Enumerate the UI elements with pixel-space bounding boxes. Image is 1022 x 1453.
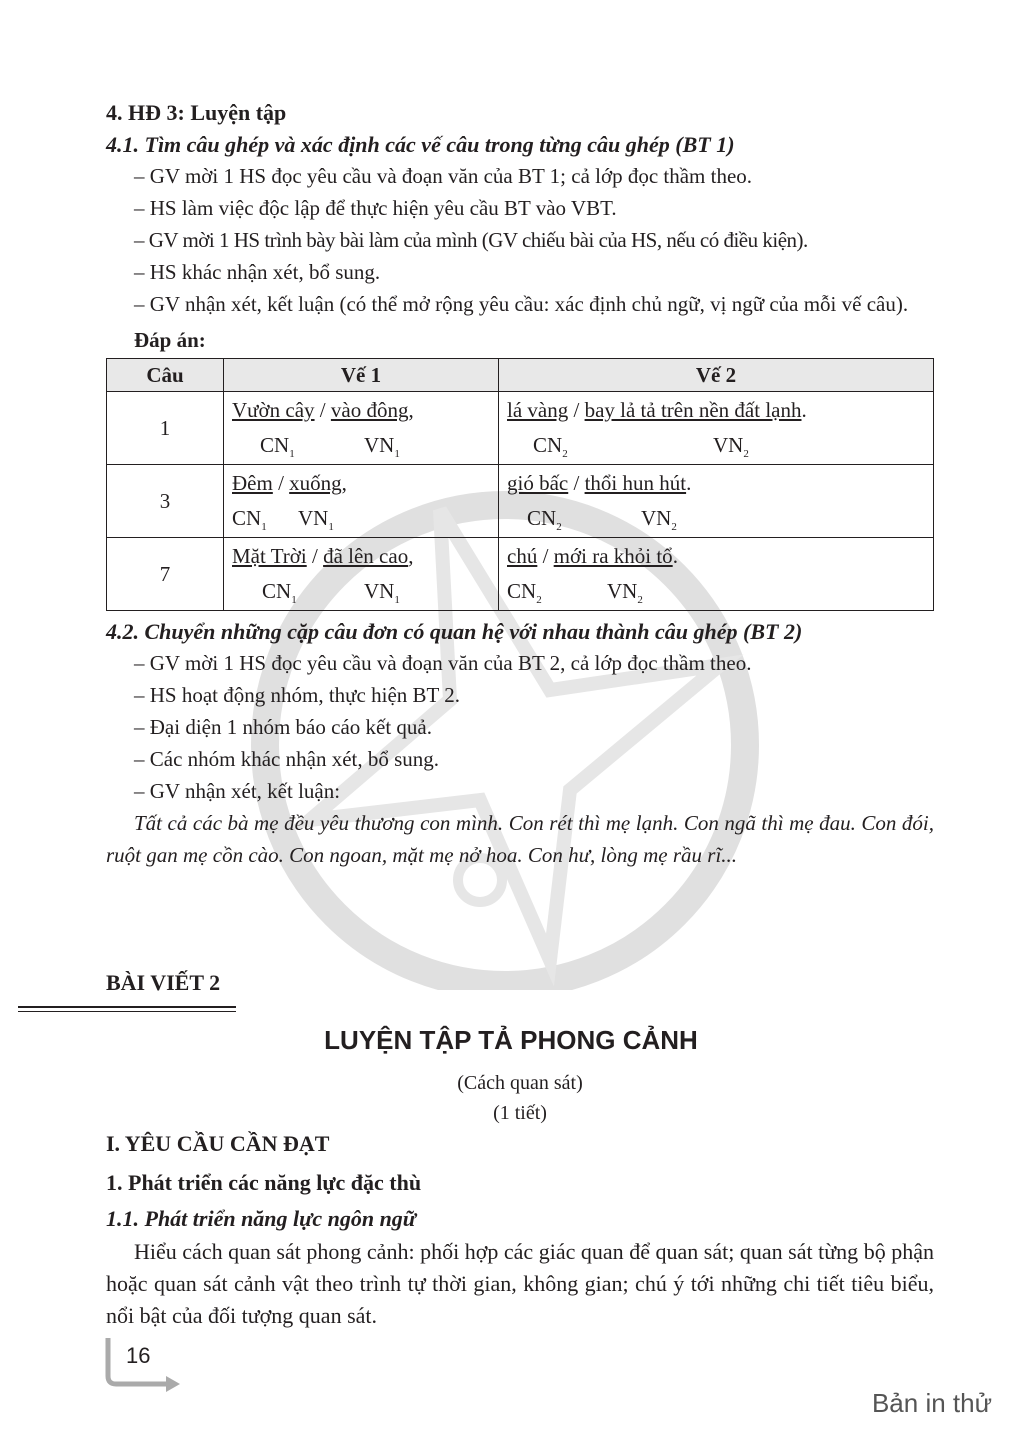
list-item: – GV nhận xét, kết luận: bbox=[134, 779, 341, 803]
lesson-title: LUYỆN TẬP TẢ PHONG CẢNH bbox=[324, 1025, 698, 1055]
sentence-number: 7 bbox=[107, 538, 224, 611]
table-header-row bbox=[107, 359, 934, 392]
list-item: – GV mời 1 HS đọc yêu cầu và đoạn văn của BT 2, cả lớp đọc thầm theo. bbox=[134, 651, 752, 675]
lesson-subtitle bbox=[0, 1068, 1022, 1128]
vn-tag: $VN_2$ bbox=[713, 433, 749, 460]
sentence-number: 1 bbox=[107, 392, 224, 465]
requirements-section bbox=[106, 1124, 934, 1332]
header-ve2: Vế 2 bbox=[499, 359, 934, 392]
punct: . bbox=[686, 471, 692, 495]
cn-tag: $CN_2$ bbox=[527, 506, 562, 533]
list-item: – HS khác nhận xét, bổ sung. bbox=[134, 260, 381, 284]
clause-2-cell bbox=[499, 538, 934, 611]
table-row bbox=[107, 392, 934, 465]
punct: , bbox=[408, 544, 414, 568]
punct: . bbox=[801, 398, 807, 422]
separator: / bbox=[537, 544, 554, 568]
answer-table bbox=[106, 358, 934, 611]
clause-2-cell bbox=[499, 465, 934, 538]
conclusion-text: Tất cả các bà mẹ đều yêu thương con mình. Con rét thì mẹ lạnh. Con ngã thì mẹ đau. Con đói, ruột gan mẹ cồn cào. Con ngoan, mặt mẹ nở hoa. Con hư, lòng mẹ rầu rĩ... bbox=[106, 811, 934, 867]
vn-tag: $VN_2$ bbox=[641, 506, 677, 533]
vn-tag: $VN_1$ bbox=[364, 433, 400, 460]
cn-tag: $CN_1$ bbox=[262, 579, 297, 606]
header-ve1: Vế 1 bbox=[224, 359, 499, 392]
subject: gió bấc bbox=[507, 471, 569, 495]
predicate: đã lên cao bbox=[323, 544, 409, 568]
separator: / bbox=[272, 471, 290, 495]
clause-1-cell bbox=[224, 465, 499, 538]
list-item: – Đại diện 1 nhóm báo cáo kết quả. bbox=[134, 715, 432, 739]
body-paragraph: Hiểu cách quan sát phong cảnh: phối hợp các giác quan để quan sát; quan sát từng bộ phận hoặc quan sát cảnh vật theo trình tự thời gian, không gian; chú ý tới những chi tiết tiêu biểu, nổi bật của đối tượng quan sát. bbox=[106, 1239, 934, 1328]
predicate: xuống bbox=[289, 471, 342, 495]
clause-1-cell bbox=[224, 392, 499, 465]
punct: , bbox=[408, 398, 414, 422]
list-item: – Các nhóm khác nhận xét, bổ sung. bbox=[134, 747, 440, 771]
cn-tag: $CN_1$ bbox=[232, 506, 267, 533]
answer-label: Đáp án: bbox=[134, 328, 206, 352]
list-item: – HS làm việc độc lập để thực hiện yêu cầu BT vào VBT. bbox=[134, 196, 617, 220]
list-item: – GV mời 1 HS đọc yêu cầu và đoạn văn của BT 1; cả lớp đọc thầm theo. bbox=[134, 164, 753, 188]
predicate: mới ra khỏi tổ bbox=[553, 544, 673, 568]
predicate: thổi hun hút bbox=[584, 471, 687, 495]
vn-tag: $VN_2$ bbox=[607, 579, 643, 606]
header-cau: Câu bbox=[107, 359, 224, 392]
clause-1-cell bbox=[224, 538, 499, 611]
separator: / bbox=[568, 398, 585, 422]
separator: / bbox=[314, 398, 331, 422]
vn-tag: $VN_1$ bbox=[364, 579, 400, 606]
cn-tag: $CN_2$ bbox=[507, 579, 542, 606]
predicate: vào đông bbox=[330, 398, 409, 422]
subtitle-method: (Cách quan sát) bbox=[457, 1072, 583, 1094]
divider bbox=[18, 1006, 236, 1008]
separator: / bbox=[568, 471, 585, 495]
page-number: 16 bbox=[126, 1343, 151, 1368]
list-item: – HS hoạt động nhóm, thực hiện BT 2. bbox=[134, 683, 460, 707]
separator: / bbox=[306, 544, 324, 568]
punct: . bbox=[672, 544, 678, 568]
subtitle-duration: (1 tiết) bbox=[493, 1102, 547, 1124]
vn-tag: $VN_1$ bbox=[298, 506, 334, 533]
subsection-heading: 1. Phát triển các năng lực đặc thù bbox=[106, 1170, 422, 1195]
punct: , bbox=[341, 471, 347, 495]
table-row bbox=[107, 538, 934, 611]
draft-label: Bản in thử bbox=[871, 1388, 992, 1418]
section-heading: I. YÊU CẦU CẦN ĐẠT bbox=[106, 1131, 330, 1156]
lesson-label: BÀI VIẾT 2 bbox=[106, 970, 221, 995]
subject: Đêm bbox=[232, 471, 273, 495]
section-4-heading: 4. HĐ 3: Luyện tập bbox=[106, 100, 287, 125]
cn-tag: $CN_1$ bbox=[260, 433, 295, 460]
table-row bbox=[107, 465, 934, 538]
subsection-4-1-heading: 4.1. Tìm câu ghép và xác định các vế câu trong từng câu ghép (BT 1) bbox=[106, 132, 735, 157]
list-item: – GV nhận xét, kết luận (có thể mở rộng yêu cầu: xác định chủ ngữ, vị ngữ của mỗi vế câu). bbox=[134, 292, 909, 316]
cn-tag: $CN_2$ bbox=[533, 433, 568, 460]
list-item: – GV mời 1 HS trình bày bài làm của mình (GV chiếu bài của HS, nếu có điều kiện). bbox=[134, 228, 808, 252]
subject: lá vàng bbox=[507, 398, 569, 422]
divider bbox=[18, 1011, 236, 1012]
section-4 bbox=[106, 96, 934, 871]
subject: chú bbox=[507, 544, 538, 568]
predicate: bay lả tả trên nền đất lạnh bbox=[584, 398, 802, 422]
sentence-number: 3 bbox=[107, 465, 224, 538]
clause-2-cell bbox=[499, 392, 934, 465]
subject: Vườn cây bbox=[232, 398, 315, 422]
sub-subsection-heading: 1.1. Phát triển năng lực ngôn ngữ bbox=[106, 1206, 416, 1231]
subsection-4-2-heading: 4.2. Chuyển những cặp câu đơn có quan hệ với nhau thành câu ghép (BT 2) bbox=[106, 619, 803, 644]
subject: Mặt Trời bbox=[232, 544, 307, 568]
